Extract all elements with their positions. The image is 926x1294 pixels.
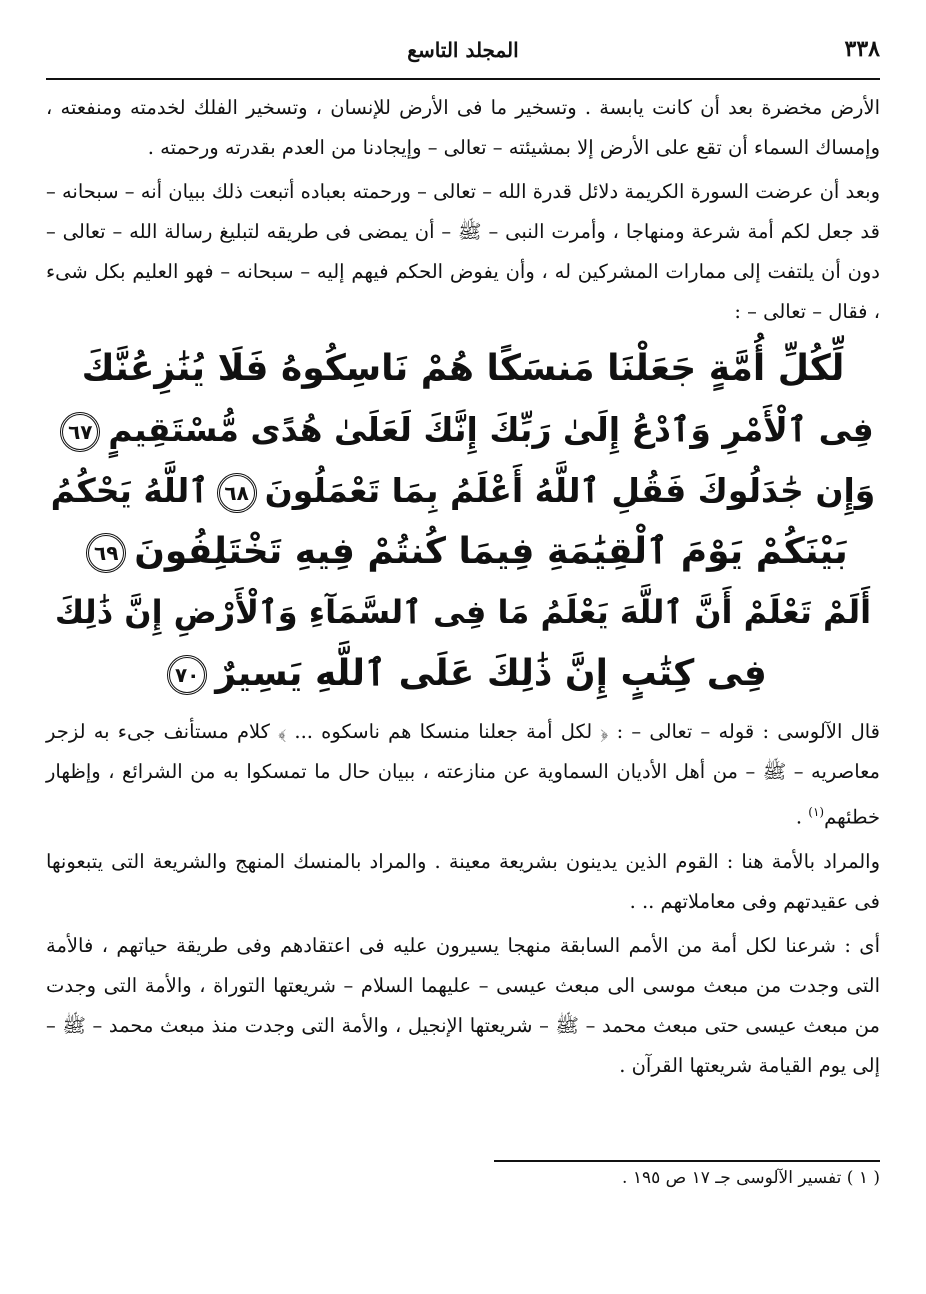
verse-text: بَيْنَكُمْ يَوْمَ ٱلْقِيَٰمَةِ فِيمَا كُنتُمْ فِيهِ تَخْتَلِفُونَ bbox=[134, 531, 848, 572]
verse-text: فِى ٱلْأَمْرِ وَٱدْعُ إِلَىٰ رَبِّكَ إِنَّكَ لَعَلَىٰ هُدًى مُّسْتَقِيمٍ bbox=[108, 410, 874, 449]
page-number: ٣٣٨ bbox=[844, 36, 880, 62]
ayah-marker-icon: ٦٩ bbox=[86, 533, 126, 573]
paragraph-4: والمراد بالأمة هنا : القوم الذين يدينون بشريعة معينة . والمراد بالمنسك المنهج والشريعة التى يتبعونها فى عقيدتهم وفى معاملاتهم .. . bbox=[46, 849, 880, 913]
verse-line-2 bbox=[46, 399, 880, 460]
verse-text: أَلَمْ تَعْلَمْ أَنَّ ٱللَّهَ يَعْلَمُ مَا فِى ٱلسَّمَآءِ وَٱلْأَرْضِ إِنَّ ذَٰلِكَ bbox=[54, 593, 872, 631]
footnote: ( ١ ) تفسير الآلوسى جـ ١٧ ص ١٩٥ . bbox=[622, 1168, 880, 1188]
paragraph-text: قال الآلوسى : قوله – تعالى – : ﴿ لكل أمة جعلنا منسكا هم ناسكوه ... ﴾ كلام مستأنف جىء به لزجر معاصريه – ﷺ – من أهل الأديان السماوية عن منازعته ، ببيان حال ما تمسكوا به من الشرائع ، وإظهار خطئهم bbox=[46, 720, 880, 829]
running-title: المجلد التاسع bbox=[407, 38, 519, 62]
verse-line-4 bbox=[46, 521, 880, 582]
verse-line-6 bbox=[46, 643, 880, 704]
paragraph-3 bbox=[46, 712, 880, 838]
page-header bbox=[46, 34, 880, 74]
ayah-marker-icon: ٦٨ bbox=[217, 473, 257, 513]
paragraph-5: أى : شرعنا لكل أمة من الأمم السابقة منهجا يسيرون عليه فى اعتقادهم وفى طريقة حياتهم ، فالأمة التى وجدت من مبعث موسى الى مبعث عيسى – عليهما السلام – شريعتها التوراة ، والأمة التى وجدت من مبعث عيسى حتى مبعث محمد – ﷺ – شريعتها الإنجيل ، والأمة التى وجدت منذ مبعث محمد – ﷺ – إلى يوم القيامة شريعتها القرآن . bbox=[46, 933, 880, 1077]
verse-line-1 bbox=[46, 338, 880, 399]
verse-line-3 bbox=[46, 460, 880, 521]
paragraph-2: وبعد أن عرضت السورة الكريمة دلائل قدرة الله – تعالى – ورحمته بعباده أتبعت ذلك ببيان أنه – سبحانه – قد جعل لكم أمة شرعة ومنهاجا ، وأمرت النبى – ﷺ – أن يمضى فى طريقه لتبليغ رسالة الله – تعالى – دون أن يلتفت إلى ممارات المشركين له ، وأن يفوض الحكم فيهم إليه – سبحانه – فهو العليم بكل شىء ، فقال – تعالى – : bbox=[46, 180, 880, 323]
footnote-divider bbox=[494, 1160, 880, 1162]
verse-line-5 bbox=[46, 582, 880, 643]
verse-text: فِى كِتَٰبٍ إِنَّ ذَٰلِكَ عَلَى ٱللَّهِ يَسِيرٌ bbox=[215, 653, 767, 694]
footnote-reference[interactable]: (١) bbox=[808, 805, 825, 819]
verse-text: لِّكُلِّ أُمَّةٍ جَعَلْنَا مَنسَكًا هُمْ نَاسِكُوهُ فَلَا يُنَٰزِعُنَّكَ bbox=[81, 348, 845, 389]
quran-verses bbox=[46, 338, 880, 704]
verse-text: وَإِن جَٰدَلُوكَ فَقُلِ ٱللَّهُ أَعْلَمُ بِمَا تَعْمَلُونَ bbox=[264, 471, 876, 510]
ayah-marker-icon: ٧٠ bbox=[167, 655, 207, 695]
header-divider bbox=[46, 78, 880, 80]
page-body bbox=[46, 88, 880, 1086]
verse-text: ٱللَّهُ يَحْكُمُ bbox=[50, 471, 209, 510]
paragraph-1: الأرض مخضرة بعد أن كانت يابسة . وتسخير ما فى الأرض للإنسان ، وتسخير الفلك لخدمته ومنفعته ، وإمساك السماء أن تقع على الأرض إلا بمشيئته – تعالى – وإيجادنا من العدم بقدرته ورحمته . bbox=[46, 96, 880, 159]
ayah-marker-icon: ٦٧ bbox=[60, 412, 100, 452]
paragraph-text: . bbox=[795, 805, 809, 829]
